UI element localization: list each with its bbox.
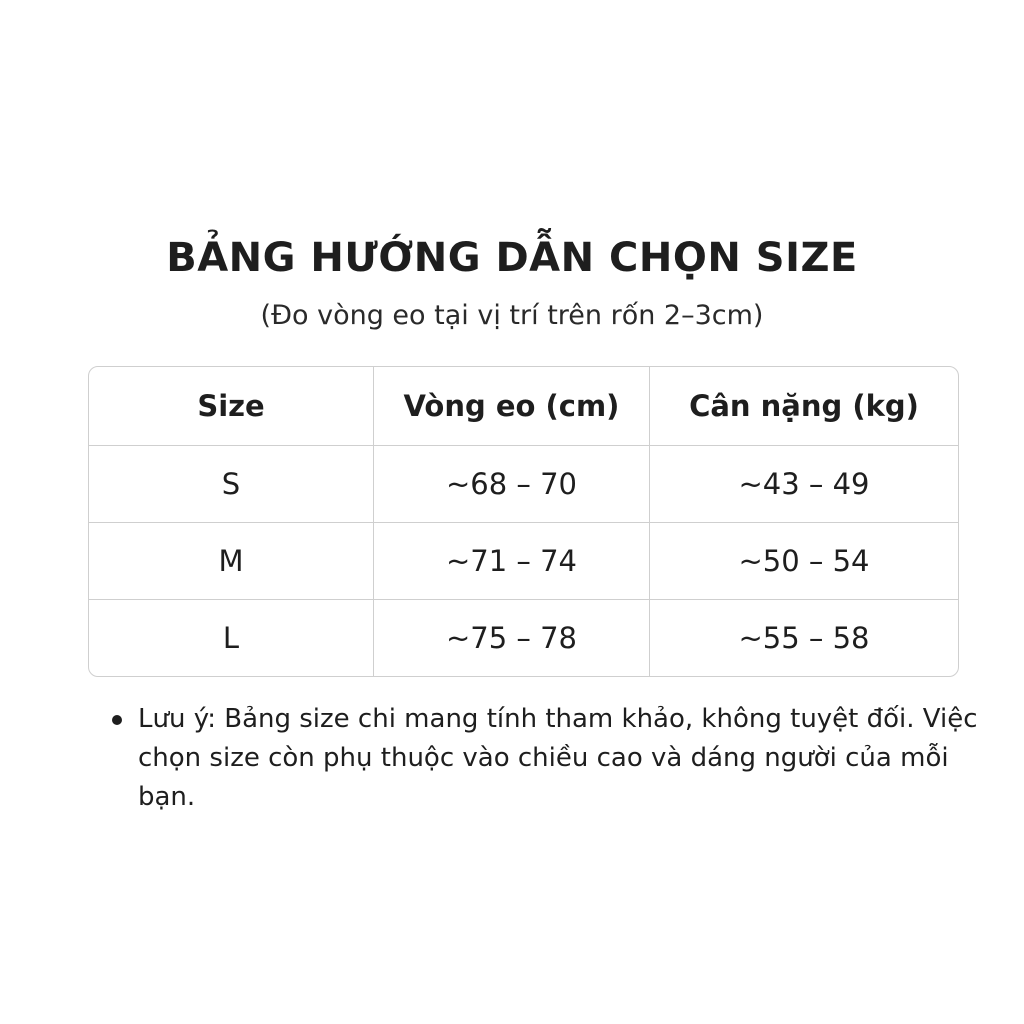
size-chart-table [88,366,959,677]
header-size: Size [89,367,374,446]
cell-waist: ~75 – 78 [374,600,650,676]
table-row [89,446,958,523]
table-header-row [89,367,958,446]
page-title: BẢNG HƯỚNG DẪN CHỌN SIZE [166,235,858,281]
page-subtitle: (Đo vòng eo tại vị trí trên rốn 2–3cm) [260,300,764,331]
cell-size: S [89,446,374,523]
header-weight: Cân nặng (kg) [650,367,958,446]
cell-weight: ~43 – 49 [650,446,958,523]
cell-weight: ~50 – 54 [650,523,958,600]
note-item [112,700,982,817]
table-row [89,600,958,676]
note-text: Lưu ý: Bảng size chi mang tính tham khảo, không tuyệt đối. Việc chọn size còn phụ thuộc vào chiều cao và dáng người của mỗi bạn. [138,704,978,812]
header-waist: Vòng eo (cm) [374,367,650,446]
cell-waist: ~71 – 74 [374,523,650,600]
cell-weight: ~55 – 58 [738,621,870,655]
bullet-icon [112,715,122,725]
table-row [89,523,958,600]
cell-size: M [89,523,374,600]
cell-size: L [89,600,374,676]
cell-waist: ~68 – 70 [374,446,650,523]
